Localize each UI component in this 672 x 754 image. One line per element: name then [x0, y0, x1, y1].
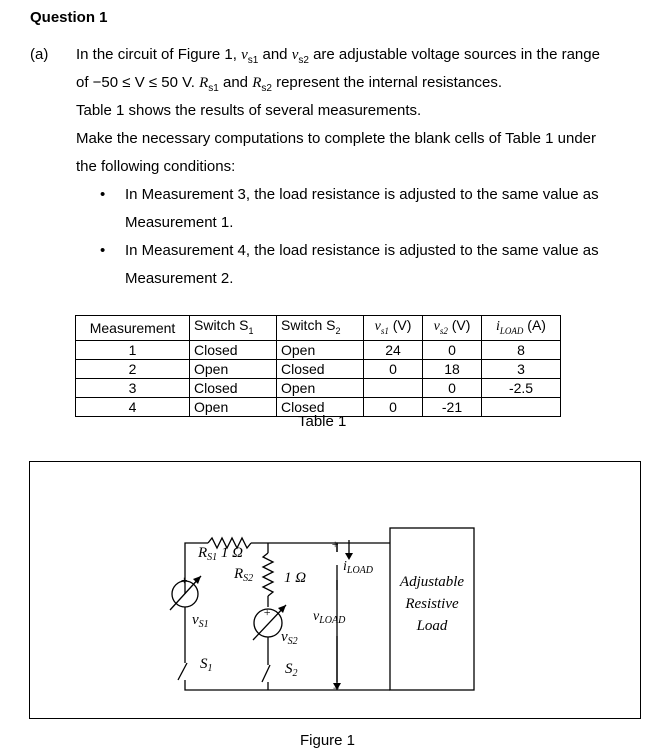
header-vs1: $v_{s1}$ (V) — [364, 316, 423, 341]
wire — [185, 680, 390, 690]
vs1-sub: s1 — [247, 55, 259, 66]
wire — [337, 543, 390, 552]
intro-text: are adjustable voltage sources in the range — [308, 46, 600, 63]
cell-measurement: 1 — [76, 340, 190, 359]
cell-measurement: 2 — [76, 359, 190, 378]
cell-iload: 3 — [482, 359, 561, 378]
cell-switch1: Closed — [190, 340, 277, 359]
table-caption: Table 1 — [298, 413, 347, 430]
cell-vs2: 18 — [423, 359, 482, 378]
cell-vs1: 0 — [364, 359, 423, 378]
cell-iload: 8 — [482, 340, 561, 359]
cell-switch2: Open — [277, 340, 364, 359]
intro-text: In the circuit of Figure 1, — [76, 46, 242, 63]
cell-switch1: Closed — [190, 378, 277, 397]
cell-measurement: 4 — [76, 397, 190, 416]
load-text-1: Adjustable — [399, 574, 465, 590]
vload-label: $v_{LOAD}$ — [313, 609, 346, 626]
vs1-symbol: v — [241, 47, 248, 63]
s1-switch-icon — [178, 663, 187, 680]
intro-line-3: Table 1 shows the results of several measurements. — [76, 102, 422, 119]
s1-label: $S_1$ — [200, 656, 213, 674]
bullet-dot: • — [100, 186, 106, 203]
bullet-dot: • — [100, 242, 106, 259]
intro-line-5: the following conditions: — [76, 158, 236, 175]
load-text-3: Load — [416, 618, 448, 634]
rs1-label: $R_{S1}$ 1 Ω — [198, 545, 244, 563]
cell-vs1: 0 — [364, 397, 423, 416]
intro-text: represent the internal resistances. — [271, 74, 503, 91]
load-text-2: Resistive — [405, 596, 459, 612]
intro-line-4: Make the necessary computations to complete the blank cells of Table 1 under — [76, 130, 597, 147]
header-iload: $i_{LOAD}$ (A) — [482, 316, 561, 341]
header-measurement: Measurement — [76, 316, 190, 341]
question-heading: Question 1 — [30, 9, 108, 26]
intro-text: of −50 ≤ V ≤ 50 V. — [76, 74, 200, 91]
intro-text: and — [258, 46, 292, 63]
cell-iload: -2.5 — [482, 378, 561, 397]
vs1-label: $v_{S1}$ — [192, 612, 209, 630]
bullet-1-line-1: In Measurement 3, the load resistance is adjusted to the same value as — [125, 186, 599, 203]
cell-vs2: 0 — [423, 340, 482, 359]
bullet-2-line-2: Measurement 2. — [125, 270, 234, 287]
header-switch2: Switch $S_2$ — [277, 316, 364, 341]
plus-sign: + — [263, 605, 272, 619]
rs2-label: $R_{S2}$ — [234, 566, 254, 584]
plus-sign: + — [180, 573, 189, 587]
header-switch1: Switch $S_1$ — [190, 316, 277, 341]
cell-switch2: Closed — [277, 359, 364, 378]
cell-vs2: 0 — [423, 378, 482, 397]
cell-vs2: -21 — [423, 397, 482, 416]
bullet-2-line-1: In Measurement 4, the load resistance is adjusted to the same value as — [125, 242, 599, 259]
cell-vs1: 24 — [364, 340, 423, 359]
part-label: (a) — [30, 46, 49, 63]
vs2-sub: s2 — [298, 55, 309, 66]
header-vs2: $v_{s2}$ (V) — [423, 316, 482, 341]
figure-caption: Figure 1 — [300, 732, 356, 749]
wire — [251, 543, 337, 552]
iload-label: $i_{LOAD}$ — [343, 559, 374, 576]
rs1-symbol: R — [199, 75, 209, 91]
rs2-sub: s2 — [261, 83, 272, 94]
vs2-symbol: v — [291, 47, 299, 63]
intro-text: and — [218, 74, 253, 91]
rs2-value: 1 Ω — [284, 570, 307, 586]
minus-sign: − — [332, 681, 341, 695]
rs2-resistor — [263, 553, 273, 596]
s2-switch-icon — [262, 665, 270, 682]
cell-switch1: Open — [190, 359, 277, 378]
plus-sign: + — [331, 537, 340, 551]
cell-switch2: Open — [277, 378, 364, 397]
bullet-1-line-2: Measurement 1. — [125, 214, 234, 231]
rs2-symbol: R — [252, 75, 262, 91]
s2-label: $S_2$ — [285, 661, 298, 679]
cell-switch2: Closed — [277, 397, 364, 416]
vs2-label: $v_{S2}$ — [281, 629, 298, 647]
cell-measurement: 3 — [76, 378, 190, 397]
cell-switch1: Open — [190, 397, 277, 416]
rs1-sub: s1 — [208, 83, 219, 94]
